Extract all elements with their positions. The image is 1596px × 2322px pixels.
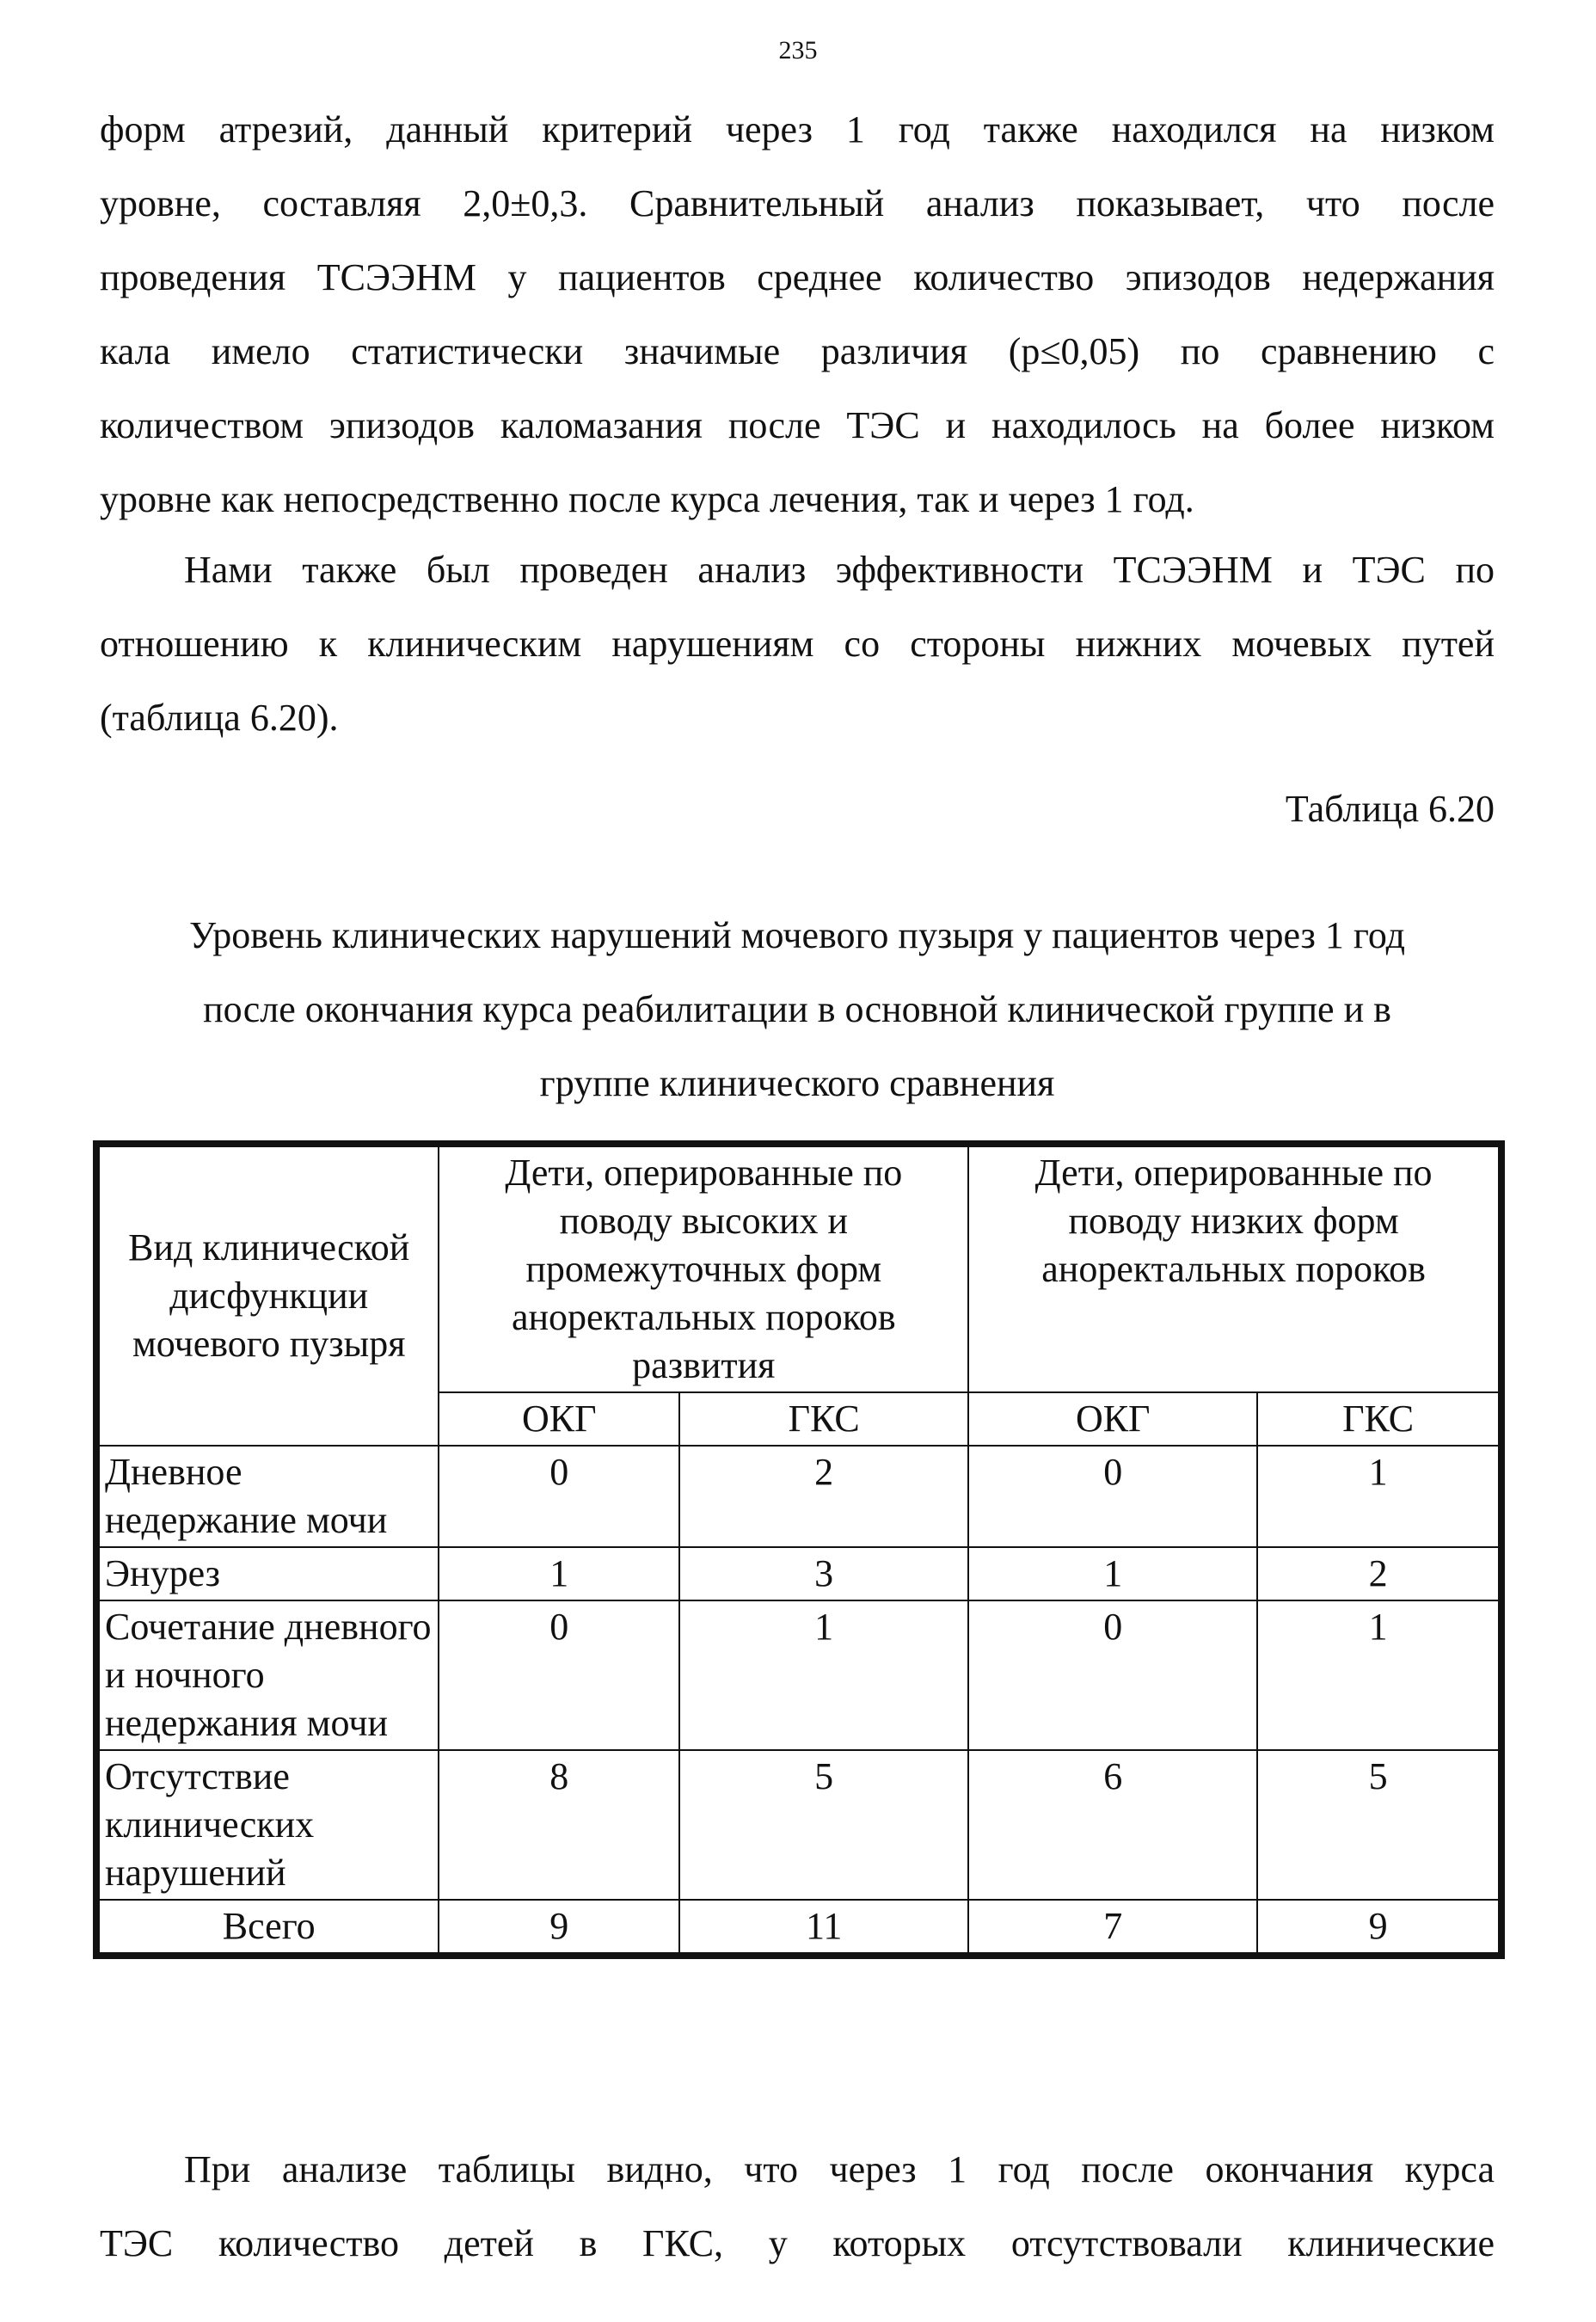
paragraph-3 [100,2133,1495,2281]
subheader-okg: ОКГ [968,1392,1257,1446]
table-total-row [99,1900,1499,1953]
caption-line: Уровень клинических нарушений мочевого пузыря у пациентов через 1 год [188,914,1406,956]
cell-value: 1 [1257,1600,1499,1750]
row-label: Энурез [99,1547,439,1600]
cell-value: 1 [439,1547,679,1600]
cell-value: 3 [679,1547,968,1600]
cell-value: 6 [968,1750,1257,1900]
table-header-row [99,1146,1499,1392]
cell-value: 7 [968,1900,1257,1953]
paragraph-line: кала имело статистически значимые различия (p≤0,05) по сравнению с [100,330,1495,372]
paragraph-line: отношению к клиническим нарушениям со стороны нижних мочевых путей [100,623,1495,665]
paragraph-line: количеством эпизодов каломазания после ТЭС и находилось на более низком [100,404,1495,446]
table-row [99,1547,1499,1600]
paragraph-line: ТЭС количество детей в ГКС, у которых отсутствовали клинические [100,2222,1495,2264]
cell-value: 5 [679,1750,968,1900]
cell-value: 1 [968,1547,1257,1600]
cell-value: 0 [439,1446,679,1547]
data-table [98,1146,1500,1954]
subheader-gks: ГКС [679,1392,968,1446]
paragraph-2 [100,533,1495,755]
table-number: Таблица 6.20 [1285,788,1495,830]
paragraph-line: форм атрезий, данный критерий через 1 год также находился на низком [100,108,1495,150]
paragraph-line: Нами также был проведен анализ эффективности ТСЭЭНМ и ТЭС по [184,549,1495,591]
paragraph-line: проведения ТСЭЭНМ у пациентов среднее количество эпизодов недержания [100,256,1495,298]
paragraph-line: уровне, составляя 2,0±0,3. Сравнительный анализ показывает, что после [100,182,1495,224]
table-row [99,1750,1499,1900]
paragraph-line: При анализе таблицы видно, что через 1 год после окончания курса [184,2148,1495,2190]
header-group-1: Дети, оперированные по поводу высоких и промежуточных форм аноректальных пороков развития [439,1146,968,1392]
header-group-2: Дети, оперированные по поводу низких форм аноректальных пороков [968,1146,1499,1392]
cell-value: 1 [1257,1446,1499,1547]
caption-line: после окончания курса реабилитации в основной клинической группе и в [203,988,1391,1030]
subheader-okg: ОКГ [439,1392,679,1446]
row-label: Дневное недержание мочи [99,1446,439,1547]
cell-value: 11 [679,1900,968,1953]
table-caption [100,899,1495,1121]
header-row-label: Вид клинической дисфункции мочевого пузыря [99,1146,439,1446]
cell-value: 0 [968,1600,1257,1750]
cell-value: 9 [439,1900,679,1953]
cell-value: 9 [1257,1900,1499,1953]
table-frame [93,1140,1505,1959]
table-row [99,1446,1499,1547]
row-label: Отсутствие клинических нарушений [99,1750,439,1900]
row-label: Сочетание дневного и ночного недержания мочи [99,1600,439,1750]
cell-value: 8 [439,1750,679,1900]
subheader-gks: ГКС [1257,1392,1499,1446]
paragraph-line: уровне как непосредственно после курса лечения, так и через 1 год. [100,478,1194,520]
cell-value: 1 [679,1600,968,1750]
paragraph-line: (таблица 6.20). [100,697,339,739]
caption-line: группе клинического сравнения [539,1062,1055,1104]
cell-value: 5 [1257,1750,1499,1900]
cell-value: 2 [679,1446,968,1547]
cell-value: 0 [968,1446,1257,1547]
cell-value: 2 [1257,1547,1499,1600]
cell-value: 0 [439,1600,679,1750]
paragraph-1 [100,93,1495,537]
total-label: Всего [99,1900,439,1953]
table-row [99,1600,1499,1750]
page-number: 235 [778,36,818,64]
